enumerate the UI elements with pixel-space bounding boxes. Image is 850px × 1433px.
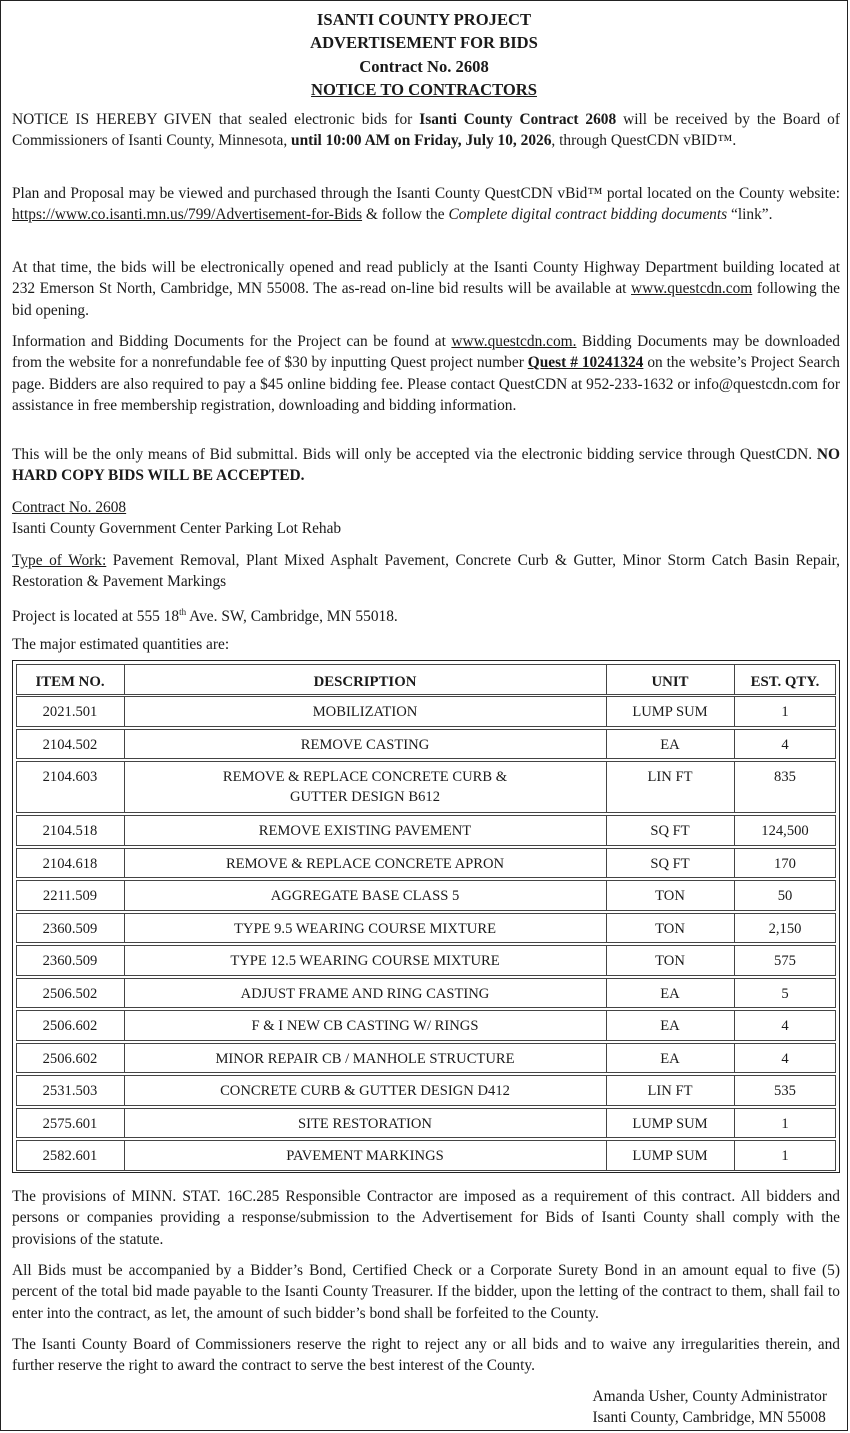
est-qty-cell: 4: [734, 1044, 835, 1072]
text: & follow the: [362, 206, 449, 224]
contract-label: Contract No. 2608: [12, 499, 127, 516]
deadline-emphasis: until 10:00 AM on Friday, July 10, 2026: [291, 132, 552, 150]
column-header-est-qty: EST. QTY.: [734, 665, 835, 694]
est-qty-cell: 124,500: [734, 816, 835, 845]
project-location: [12, 602, 840, 627]
unit-cell: LUMP SUM: [606, 1109, 733, 1137]
table-row: [16, 815, 836, 846]
bidding-documents-paragraph: [12, 331, 840, 416]
questcdn-link[interactable]: www.questcdn.com: [631, 280, 753, 298]
text: Ave. SW, Cambridge, MN 55018.: [186, 608, 398, 626]
column-header-unit: UNIT: [606, 665, 733, 694]
item-no-cell: 2531.503: [42, 1083, 98, 1099]
unit-cell: LIN FT: [606, 1076, 733, 1105]
header-project: ISANTI COUNTY PROJECT: [316, 10, 532, 29]
description-cell: REMOVE EXISTING PAVEMENT: [124, 816, 605, 845]
text: following the bid opening.: [12, 280, 840, 319]
type-of-work-paragraph: [12, 550, 840, 593]
type-of-work-label: Type of Work:: [12, 552, 107, 569]
submittal-paragraph: [12, 444, 840, 487]
unit-cell: TON: [606, 914, 733, 942]
description-cell: TYPE 12.5 WEARING COURSE MIXTURE: [124, 946, 605, 975]
plan-proposal-paragraph: [12, 183, 840, 226]
description-cell: REMOVE & REPLACE CONCRETE APRON: [124, 849, 605, 877]
county-website-link[interactable]: https://www.co.isanti.mn.us/799/Advertisement-for-Bids: [12, 206, 363, 224]
item-no-cell: 2021.501: [42, 704, 98, 720]
text: Bidding Documents may be downloaded from the website for a nonrefundable fee of $30 by inputting Quest project number: [12, 333, 841, 372]
description-cell: REMOVE CASTING: [124, 730, 605, 758]
description-cell: TYPE 9.5 WEARING COURSE MIXTURE: [124, 914, 605, 942]
est-qty-cell: 170: [734, 849, 835, 877]
description-cell: CONCRETE CURB & GUTTER DESIGN D412: [124, 1076, 605, 1105]
questcdn-link[interactable]: www.questcdn.com.: [451, 333, 577, 350]
item-no-cell: 2506.602: [42, 1051, 98, 1067]
est-qty-cell: 1: [734, 1141, 835, 1170]
text: on the website’s Project Search page. Bidders are also required to pay a $45 online bidding fee. Please contact QuestCDN at 952-233-1632 or info@questcdn.com for assistance in free membership registration, downloading and bidding information.: [12, 354, 840, 414]
est-qty-cell: 1: [734, 1109, 835, 1137]
table-row: [16, 729, 836, 759]
table-row: [16, 945, 836, 976]
table-row: [16, 913, 836, 943]
quantities-intro: The major estimated quantities are:: [12, 636, 230, 653]
unit-cell: TON: [606, 881, 733, 910]
unit-cell: LUMP SUM: [606, 1141, 733, 1170]
type-of-work-text: Pavement Removal, Plant Mixed Asphalt Pavement, Concrete Curb & Gutter, Minor Storm Catch Basin Repair, Restoration & Pavement Markings: [12, 552, 841, 591]
unit-cell: TON: [606, 946, 733, 975]
table-row: [16, 1043, 836, 1073]
unit-cell: EA: [606, 1011, 733, 1040]
table-row: [16, 1075, 836, 1106]
item-no-cell: 2104.502: [42, 737, 98, 753]
bid-opening-paragraph: [12, 257, 840, 321]
est-qty-cell: 5: [734, 979, 835, 1007]
est-qty-cell: 2,150: [734, 914, 835, 942]
table-row: [16, 1140, 836, 1171]
unit-cell: SQ FT: [606, 816, 733, 845]
ordinal-suffix: th: [179, 607, 187, 617]
notice-paragraph: [12, 109, 840, 152]
text: will be received by the Board of Commissioners of Isanti County, Minnesota,: [12, 111, 840, 150]
bid-bond-paragraph: All Bids must be accompanied by a Bidder’s Bond, Certified Check or a Corporate Surety Bond in an amount equal to five (5) percent of the total bid made payable to the Isanti County Treasurer. If the bidder, upon the letting of the contract to them, shall fail to enter into the contract, as let, the amount of such bidder’s bond shall be forfeited to the County.: [12, 1262, 840, 1322]
reservation-of-rights-paragraph: The Isanti County Board of Commissioners reserve the right to reject any or all bids and to waive any irregularities therein, and further reserve the right to award the contract to serve the best interest of the County.: [12, 1336, 840, 1375]
item-no-cell: 2575.601: [42, 1116, 98, 1132]
header-notice-title: NOTICE TO CONTRACTORS: [311, 80, 537, 99]
quantities-table: [12, 660, 840, 1173]
description-cell: MINOR REPAIR CB / MANHOLE STRUCTURE: [124, 1044, 605, 1072]
item-no-cell: 2582.601: [42, 1148, 98, 1164]
signature-location: Isanti County, Cambridge, MN 55008: [592, 1409, 826, 1427]
est-qty-cell: 4: [734, 1011, 835, 1040]
table-row: [16, 978, 836, 1008]
unit-cell: EA: [606, 1044, 733, 1072]
table-header-row: [16, 664, 836, 695]
item-no-cell: 2104.618: [42, 856, 98, 872]
text: Project is located at 555 18: [12, 608, 180, 626]
header-contract-no: Contract No. 2608: [359, 57, 489, 76]
column-header-description: DESCRIPTION: [124, 665, 605, 694]
table-row: [16, 696, 836, 727]
text: , through QuestCDN vBID™.: [551, 132, 737, 150]
table-row: [16, 848, 836, 878]
est-qty-cell: 835: [734, 762, 835, 812]
contract-block: [12, 497, 840, 540]
quest-project-number: Quest # 10241324: [527, 354, 644, 372]
unit-cell: EA: [606, 979, 733, 1007]
item-no-cell: 2211.509: [42, 888, 98, 904]
table-row: [16, 1108, 836, 1138]
unit-cell: LIN FT: [606, 762, 733, 812]
italic-text: Complete digital contract bidding documents: [448, 206, 728, 224]
unit-cell: SQ FT: [606, 849, 733, 877]
table-row: [16, 761, 836, 813]
item-no-cell: 2104.518: [42, 823, 98, 839]
description-cell: REMOVE & REPLACE CONCRETE CURB & GUTTER DESIGN B612: [124, 762, 605, 812]
est-qty-cell: 535: [734, 1076, 835, 1105]
text: NOTICE IS HEREBY GIVEN that sealed electronic bids for: [12, 111, 420, 128]
item-no-cell: 2506.602: [42, 1018, 98, 1034]
description-cell: ADJUST FRAME AND RING CASTING: [124, 979, 605, 1007]
contract-emphasis: Isanti County Contract 2608: [419, 111, 617, 128]
text: Information and Bidding Documents for the Project can be found at: [12, 333, 452, 350]
est-qty-cell: 50: [734, 881, 835, 910]
est-qty-cell: 4: [734, 730, 835, 758]
column-header-item-no: ITEM NO.: [35, 674, 105, 690]
header-advertisement: ADVERTISEMENT FOR BIDS: [310, 33, 538, 52]
text: Plan and Proposal may be viewed and purchased through the Isanti County QuestCDN vBid™ portal located on the County website:: [12, 185, 840, 202]
description-cell: AGGREGATE BASE CLASS 5: [124, 881, 605, 910]
description-cell: MOBILIZATION: [124, 697, 605, 726]
item-no-cell: 2360.509: [42, 953, 98, 969]
est-qty-cell: 1: [734, 697, 835, 726]
item-no-cell: 2104.603: [42, 769, 98, 785]
contract-name: Isanti County Government Center Parking Lot Rehab: [12, 520, 342, 538]
responsible-contractor-paragraph: The provisions of MINN. STAT. 16C.285 Responsible Contractor are imposed as a requirement of this contract. All bidders and persons or companies providing a response/submission to the Advertisement for Bids of Isanti County shall comply with the provisions of the statute.: [12, 1188, 840, 1248]
table-row: [16, 880, 836, 911]
item-no-cell: 2506.502: [42, 986, 98, 1002]
est-qty-cell: 575: [734, 946, 835, 975]
signature-block: [593, 1386, 828, 1429]
description-cell: F & I NEW CB CASTING W/ RINGS: [124, 1011, 605, 1040]
text: At that time, the bids will be electronically opened and read publicly at the Isanti County Highway Department building located at 232 Emerson St North, Cambridge, MN 55008. The as-read on-line bid results will be available at: [12, 259, 840, 298]
no-hard-copy-warning: NO HARD COPY BIDS WILL BE ACCEPTED.: [12, 446, 840, 485]
description-cell: SITE RESTORATION: [124, 1109, 605, 1137]
description-cell: PAVEMENT MARKINGS: [124, 1141, 605, 1170]
unit-cell: LUMP SUM: [606, 697, 733, 726]
text: “link”.: [727, 206, 773, 224]
text: This will be the only means of Bid submittal. Bids will only be accepted via the electronic bidding service through QuestCDN.: [12, 446, 817, 463]
table-row: [16, 1010, 836, 1041]
unit-cell: EA: [606, 730, 733, 758]
item-no-cell: 2360.509: [42, 921, 98, 937]
signature-name: Amanda Usher, County Administrator: [592, 1388, 827, 1405]
